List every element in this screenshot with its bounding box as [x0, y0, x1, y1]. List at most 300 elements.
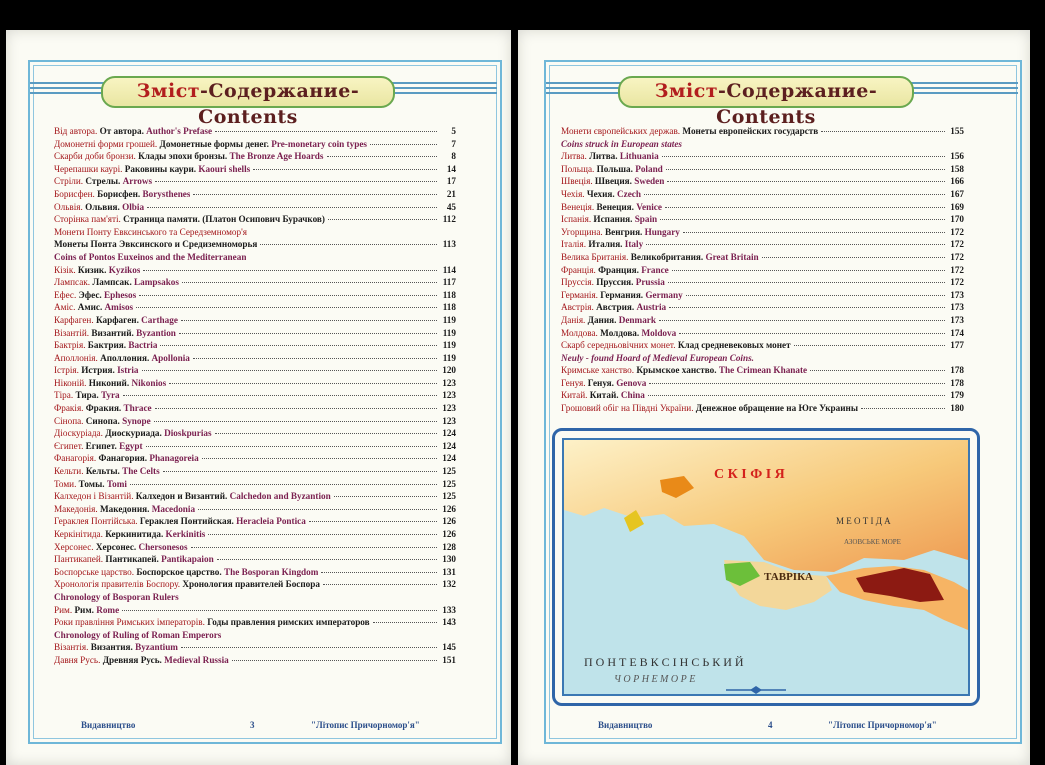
footer-series: "Літопис Причорномор'я": [828, 720, 937, 730]
toc-entry: [54, 415, 456, 428]
toc-page-number: 143: [442, 617, 456, 628]
toc-page-number: 132: [442, 579, 456, 590]
toc-page-number: 117: [442, 277, 456, 288]
toc-entry-ua: Черепашки каурі.: [54, 163, 123, 174]
table-of-contents: [54, 125, 456, 667]
toc-entry-ru: Германия.: [600, 289, 644, 300]
toc-entry: [54, 641, 456, 654]
leader-dots: [666, 169, 945, 170]
toc-entry-ru: Швеция.: [594, 176, 632, 187]
toc-entry-en: Apollonia: [151, 352, 190, 363]
toc-entry-ua: Пруссія.: [561, 277, 594, 288]
toc-entry-ua: Домонетні форми грошей.: [54, 138, 158, 149]
toc-page-number: 178: [950, 365, 964, 376]
toc-entry-ru: Египет.: [85, 440, 117, 451]
toc-entry: [54, 226, 456, 239]
leader-dots: [163, 471, 437, 472]
map-label-pontus: П О Н Т Е В К С І Н С Ь К И Й: [584, 655, 744, 669]
leader-dots: [327, 156, 438, 157]
leader-dots: [181, 320, 437, 321]
toc-entry-ua: Борисфен.: [54, 188, 95, 199]
toc-page-number: 174: [950, 327, 964, 338]
toc-entry: [54, 352, 456, 365]
toc-page-number: 119: [442, 352, 456, 363]
leader-dots: [136, 307, 437, 308]
leader-dots: [794, 345, 945, 346]
toc-entry: [54, 251, 456, 264]
toc-page-number: 112: [442, 214, 456, 225]
toc-page-number: 119: [442, 340, 456, 351]
toc-page-number: 119: [442, 314, 456, 325]
toc-entry: [54, 616, 456, 629]
toc-page-number: 21: [446, 188, 456, 199]
toc-entry: [54, 402, 456, 415]
toc-entry: [54, 175, 456, 188]
toc-entry: [54, 515, 456, 528]
toc-entry-ua: Македонія.: [54, 503, 98, 514]
toc-page-number: 173: [950, 314, 964, 325]
toc-entry-en: Macedonia: [151, 503, 196, 514]
toc-entry-ru: Византий.: [91, 327, 134, 338]
leader-dots: [659, 320, 945, 321]
leader-dots: [810, 370, 945, 371]
toc-entry-en: The Bronze Age Hoards: [229, 151, 324, 162]
toc-entry: [561, 402, 964, 415]
toc-page-number: 125: [442, 491, 456, 502]
toc-entry-ua: Лампсак.: [54, 277, 91, 288]
toc-entry-ru: Пруссия.: [596, 277, 634, 288]
toc-page-number: 131: [442, 566, 456, 577]
toc-entry-ru: Херсонес.: [95, 541, 137, 552]
toc-entry-ua: Литва.: [561, 151, 587, 162]
toc-page-number: 145: [442, 642, 456, 653]
toc-entry-en: Germany: [645, 289, 683, 300]
toc-entry-en: The Celts: [122, 466, 160, 477]
toc-page-number: 17: [446, 176, 456, 187]
leader-dots: [191, 547, 437, 548]
toc-entry-ua: Від автора.: [54, 126, 98, 136]
leader-dots: [321, 572, 437, 573]
leader-dots: [672, 270, 945, 271]
toc-entry-en: Pantikapaion: [161, 554, 214, 565]
toc-entry-ru: Домонетные формы денег.: [159, 138, 269, 149]
toc-page-number: 133: [442, 604, 456, 615]
leader-dots: [668, 282, 945, 283]
toc-entry-ua: Роки правління Римських імператорів.: [54, 617, 205, 628]
toc-entry-ru: Византия.: [90, 642, 133, 653]
toc-entry: [561, 352, 964, 365]
toc-entry-ua: Діоскуріада.: [54, 428, 103, 439]
table-of-contents: [561, 125, 964, 415]
toc-entry: [54, 654, 456, 667]
leader-dots: [198, 509, 437, 510]
leader-dots: [232, 660, 437, 661]
toc-page-number: 124: [442, 428, 456, 439]
toc-entry-ru: Пантикапей.: [105, 554, 159, 565]
toc-entry-ru: Ольвия.: [85, 201, 120, 212]
toc-entry-ru: Франция.: [598, 264, 639, 275]
toc-page-number: 126: [442, 503, 456, 514]
toc-page-number: 180: [950, 403, 964, 414]
leader-dots: [146, 446, 437, 447]
toc-entry-ua: Боспорське царство.: [54, 566, 135, 577]
toc-entry-en: Tyra: [100, 390, 120, 401]
map-label-meotida: М Е О Т І Д А: [836, 516, 891, 526]
toc-entry: [54, 213, 456, 226]
toc-entry: [561, 213, 964, 226]
toc-page-number: 155: [950, 126, 964, 136]
toc-entry-ru: Рим.: [74, 604, 94, 615]
leader-dots: [260, 244, 437, 245]
toc-page-number: 172: [950, 226, 964, 237]
toc-entry-ru: Кельты.: [85, 466, 120, 477]
toc-entry-en: Rome: [96, 604, 120, 615]
toc-entry: [54, 566, 456, 579]
toc-entry-ru: Венеция.: [596, 201, 634, 212]
toc-entry-en: Neuly - found Hoard of Medieval European Coins.: [561, 352, 754, 363]
toc-entry-ru: Денежное обращение на Юге Украины: [695, 403, 858, 414]
leader-dots: [683, 232, 945, 233]
toc-entry-ru: Генуя.: [587, 377, 614, 388]
toc-entry-ru: Синопа.: [85, 415, 120, 426]
toc-entry-ua: Грошовий обіг на Півдні України.: [561, 403, 694, 414]
toc-entry-ru: Клады эпохи бронзы.: [138, 151, 228, 162]
page-number: 4: [768, 720, 773, 730]
toc-entry-en: Byzantium: [135, 642, 178, 653]
toc-page-number: 7: [451, 138, 456, 149]
toc-entry-ua: Італія.: [561, 239, 587, 250]
toc-entry-ru: Стрелы.: [85, 176, 121, 187]
toc-entry-en: Pre-monetary coin types: [271, 138, 367, 149]
leader-dots: [123, 395, 437, 396]
footer-publisher: Видавництво: [598, 720, 653, 730]
leader-dots: [143, 270, 437, 271]
toc-page-number: 169: [950, 201, 964, 212]
toc-entry: [561, 188, 964, 201]
toc-entry-en: Chronology of Bosporan Rulers: [54, 591, 179, 602]
toc-entry: [561, 276, 964, 289]
toc-entry-ru: Чехия.: [586, 188, 615, 199]
toc-page-number: 123: [442, 403, 456, 414]
leader-dots: [662, 156, 945, 157]
leader-dots: [665, 207, 945, 208]
leader-dots: [328, 219, 437, 220]
toc-entry-en: Chersonesos: [138, 541, 188, 552]
toc-entry-en: Venice: [636, 201, 662, 212]
toc-entry-en: Arrows: [122, 176, 153, 187]
left-page: [6, 30, 511, 765]
page-number: 3: [250, 720, 255, 730]
toc-entry-en: Austria: [636, 302, 667, 313]
toc-entry: [561, 226, 964, 239]
toc-entry: [561, 138, 964, 151]
toc-entry-en: France: [641, 264, 669, 275]
leader-dots: [181, 647, 437, 648]
toc-page-number: 128: [442, 541, 456, 552]
toc-entry-en: Phanagoreia: [149, 453, 199, 464]
toc-entry-ua: Китай.: [561, 390, 588, 401]
leader-dots: [373, 622, 437, 623]
toc-entry-en: Ephesos: [104, 289, 137, 300]
toc-entry-ru: Австрия.: [596, 302, 635, 313]
toc-page-number: 172: [950, 264, 964, 275]
toc-entry: [561, 339, 964, 352]
toc-entry-ua: Кізік.: [54, 264, 76, 275]
leader-dots: [202, 458, 437, 459]
toc-entry-ua: Калхедон і Візантій.: [54, 491, 134, 502]
toc-page-number: 125: [442, 478, 456, 489]
toc-entry: [54, 490, 456, 503]
toc-entry: [54, 578, 456, 591]
toc-entry: [54, 427, 456, 440]
toc-page-number: 8: [451, 151, 456, 162]
toc-entry: [54, 150, 456, 163]
toc-entry: [54, 364, 456, 377]
toc-entry-en: Carthage: [141, 314, 178, 325]
leader-dots: [679, 333, 945, 334]
toc-entry: [54, 604, 456, 617]
toc-page-number: 118: [442, 302, 456, 313]
toc-entry-en: Istria: [117, 365, 139, 376]
leader-dots: [169, 383, 437, 384]
toc-entry-en: Lithuania: [619, 151, 659, 162]
toc-page-number: 158: [950, 163, 964, 174]
toc-entry: [54, 276, 456, 289]
ornament-divider: [726, 686, 786, 694]
page-title: Зміст-Содержание-Contents: [618, 76, 914, 108]
toc-entry-en: Italy: [624, 239, 644, 250]
leader-dots: [217, 559, 437, 560]
leader-dots: [147, 207, 437, 208]
toc-entry-en: Thrace: [123, 403, 152, 414]
toc-entry-en: Chronology of Ruling of Roman Emperors: [54, 629, 222, 640]
toc-entry-en: Amisos: [104, 302, 134, 313]
toc-entry-ru: Калхедон и Византий.: [135, 491, 228, 502]
toc-entry-ua: Бактрія.: [54, 340, 86, 351]
map-label-scythia: С К І Ф І Я: [714, 467, 785, 482]
toc-entry-en: Denmark: [618, 314, 656, 325]
leader-dots: [155, 408, 437, 409]
toc-entry: [561, 125, 964, 138]
leader-dots: [323, 584, 437, 585]
toc-entry: [561, 389, 964, 402]
toc-entry-ua: Гераклея Понтійська.: [54, 516, 138, 527]
toc-entry-ua: Карфаген.: [54, 314, 94, 325]
leader-dots: [667, 181, 945, 182]
toc-entry-ru: Фанагория.: [98, 453, 148, 464]
toc-page-number: 178: [950, 377, 964, 388]
toc-entry: [54, 528, 456, 541]
toc-page-number: 118: [442, 289, 456, 300]
toc-entry-ua: Іспанія.: [561, 214, 592, 225]
toc-entry-en: Medieval Russia: [164, 654, 229, 665]
toc-entry-ua: Монети європейських держав.: [561, 126, 681, 136]
toc-entry-ua: Австрія.: [561, 302, 594, 313]
leader-dots: [646, 244, 945, 245]
toc-entry-en: Egypt: [119, 440, 143, 451]
toc-entry-en: Dioskpurias: [164, 428, 212, 439]
toc-entry-en: Heracleia Pontica: [236, 516, 306, 527]
toc-entry-ua: Фанагорія.: [54, 453, 97, 464]
toc-entry-ru: Керкинитида.: [105, 529, 164, 539]
toc-entry-ru: Эфес.: [78, 289, 102, 300]
leader-dots: [193, 358, 437, 359]
toc-page-number: 124: [442, 453, 456, 464]
toc-entry-en: The Bosporan Kingdom: [223, 566, 319, 577]
leader-dots: [370, 144, 437, 145]
toc-entry-en: Nikonios: [131, 377, 167, 388]
toc-entry-ua: Аміс.: [54, 302, 76, 313]
toc-entry-ru: Фракия.: [85, 403, 122, 414]
toc-entry: [561, 163, 964, 176]
toc-entry-ru: Раковины каури.: [124, 163, 197, 174]
toc-entry: [561, 364, 964, 377]
toc-entry-ru: Борисфен.: [97, 188, 141, 199]
toc-entry: [54, 541, 456, 554]
toc-entry-ua: Германія.: [561, 289, 598, 300]
right-page: [518, 30, 1030, 765]
toc-entry-ua: Ольвія.: [54, 201, 83, 212]
toc-page-number: 172: [950, 239, 964, 250]
leader-dots: [155, 181, 437, 182]
toc-entry-ua: Керкінітида.: [54, 529, 103, 539]
toc-entry: [54, 289, 456, 302]
toc-entry-ru: Испания.: [593, 214, 633, 225]
toc-entry: [561, 327, 964, 340]
toc-page-number: 126: [442, 529, 456, 539]
toc-entry-ua: Ніконій.: [54, 377, 87, 388]
map-label-taurica: ТАВРІКА: [764, 571, 813, 583]
toc-entry-en: Moldova: [641, 327, 677, 338]
toc-page-number: 120: [442, 365, 456, 376]
toc-page-number: 14: [446, 163, 456, 174]
leader-dots: [193, 194, 437, 195]
toc-entry-ru: Монеты Понта Эвксинского и Средиземноморья: [54, 239, 258, 250]
leader-dots: [160, 345, 437, 346]
toc-entry-ua: Херсонес.: [54, 541, 94, 552]
toc-entry-ua: Пантикапей.: [54, 554, 104, 565]
leader-dots: [861, 408, 945, 409]
toc-page-number: 119: [442, 327, 456, 338]
toc-entry-ua: Чехія.: [561, 188, 585, 199]
toc-entry: [54, 264, 456, 277]
toc-entry-en: Czech: [617, 188, 641, 199]
toc-entry: [54, 591, 456, 604]
leader-dots: [821, 131, 945, 132]
toc-entry-ua: Сінопа.: [54, 415, 84, 426]
toc-entry-ua: Давня Русь.: [54, 654, 101, 665]
toc-entry-ru: Гераклея Понтийская.: [139, 516, 234, 527]
toc-entry: [561, 314, 964, 327]
toc-entry-ru: Дания.: [587, 314, 617, 325]
toc-entry-en: Bactria: [128, 340, 158, 351]
toc-entry-ua: Єгипет.: [54, 440, 84, 451]
toc-entry-ua: Венеція.: [561, 201, 595, 212]
historical-map: [562, 438, 970, 696]
toc-entry-ru: Кизик.: [77, 264, 107, 275]
leader-dots: [686, 295, 945, 296]
toc-entry-ru: Крымское ханство.: [636, 365, 717, 376]
toc-entry: [54, 465, 456, 478]
leader-dots: [139, 295, 437, 296]
toc-page-number: 125: [442, 466, 456, 477]
toc-entry-en: The Crimean Khanate: [718, 365, 808, 376]
toc-entry-en: Kaouri shells: [198, 163, 251, 174]
toc-page-number: 114: [442, 264, 456, 275]
toc-page-number: 123: [442, 377, 456, 388]
toc-entry-ru: Клад средневековых монет: [677, 340, 791, 351]
leader-dots: [142, 370, 438, 371]
toc-entry-en: Genova: [616, 377, 647, 388]
toc-entry: [54, 440, 456, 453]
toc-entry-ua: Візантій.: [54, 327, 90, 338]
map-label-black-sea: Ч О Р Н Е М О Р Е: [614, 674, 696, 685]
toc-entry-en: Author's Prefase: [146, 126, 213, 136]
toc-entry: [561, 264, 964, 277]
toc-page-number: 130: [442, 554, 456, 565]
toc-entry-ru: Никоний.: [88, 377, 130, 388]
toc-entry-ru: Македония.: [100, 503, 150, 514]
toc-entry-ru: Литва.: [589, 151, 618, 162]
toc-entry-ua: Польща.: [561, 163, 595, 174]
toc-entry-ua: Тіра.: [54, 390, 74, 401]
toc-entry: [54, 125, 456, 138]
leader-dots: [648, 395, 945, 396]
toc-entry-ru: Страница памяти. (Платон Осипович Бурачков): [123, 214, 325, 225]
toc-page-number: 173: [950, 302, 964, 313]
toc-entry-ru: Карфаген.: [95, 314, 139, 325]
leader-dots: [154, 421, 437, 422]
toc-entry-ru: Великобритания.: [630, 251, 704, 262]
toc-entry: [54, 503, 456, 516]
toc-entry-ru: Бактрия.: [87, 340, 127, 351]
toc-entry-en: Coins struck in European states: [561, 138, 683, 149]
toc-entry: [54, 478, 456, 491]
toc-page-number: 123: [442, 415, 456, 426]
toc-entry-ua: Молдова.: [561, 327, 598, 338]
toc-entry-ua: Томи.: [54, 478, 77, 489]
toc-entry-en: Hungary: [644, 226, 680, 237]
toc-entry-ua: Фракія.: [54, 403, 84, 414]
toc-page-number: 5: [451, 126, 456, 136]
leader-dots: [215, 433, 437, 434]
toc-page-number: 113: [442, 239, 456, 250]
leader-dots: [309, 521, 437, 522]
toc-entry: [561, 150, 964, 163]
toc-entry: [561, 175, 964, 188]
toc-entry-en: China: [620, 390, 645, 401]
toc-entry-ua: Стріли.: [54, 176, 84, 187]
leader-dots: [660, 219, 945, 220]
toc-entry-ua: Генуя.: [561, 377, 586, 388]
toc-entry-ru: Венгрия.: [605, 226, 643, 237]
toc-entry-en: Great Britain: [705, 251, 759, 262]
map-illustration: [564, 440, 968, 694]
toc-entry: [54, 188, 456, 201]
toc-page-number: 156: [950, 151, 964, 162]
toc-entry-en: Sweden: [634, 176, 665, 187]
toc-entry: [561, 251, 964, 264]
toc-entry: [561, 301, 964, 314]
leader-dots: [215, 131, 437, 132]
toc-entry: [561, 238, 964, 251]
toc-page-number: 177: [950, 340, 964, 351]
leader-dots: [334, 496, 437, 497]
toc-entry-ua: Монети Понту Евксинського та Середземномор'я: [54, 226, 247, 237]
toc-entry-ru: От автора.: [99, 126, 144, 136]
toc-entry-en: Tomi: [106, 478, 127, 489]
toc-entry-ua: Сторінка пам'яті.: [54, 214, 121, 225]
